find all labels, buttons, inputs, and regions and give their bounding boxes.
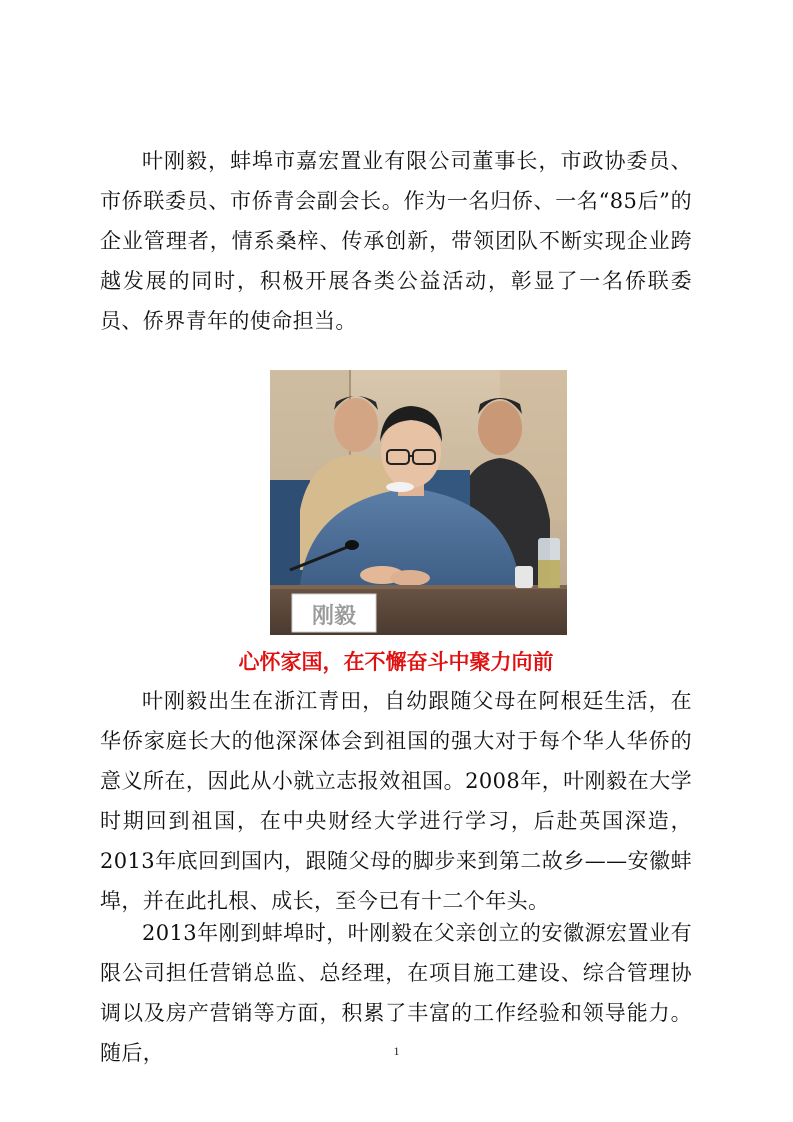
intro-paragraph: 叶刚毅，蚌埠市嘉宏置业有限公司董事长，市政协委员、市侨联委员、市侨青会副会长。作为一名归侨、一名“85后”的企业管理者，情系桑梓、传承创新，带领团队不断实现企业跨越发展的同时，积极开展各类公益活动，彰显了一名侨联委员、侨界青年的使命担当。 xyxy=(100,149,692,333)
background-paragraph: 叶刚毅出生在浙江青田，自幼跟随父母在阿根廷生活，在华侨家庭长大的他深深体会到祖国的强大对于每个华人华侨的意义所在，因此从小就立志报效祖国。2008年，叶刚毅在大学时期回到祖国，在中央财经大学进行学习，后赴英国深造，2013年底回到国内，跟随父母的脚步来到第二故乡——安徽蚌埠，并在此扎根、成长，至今已有十二个年头。 xyxy=(100,689,692,913)
page-number: 1 xyxy=(393,1044,400,1058)
career-paragraph: 2013年刚到蚌埠时，叶刚毅在父亲创立的安徽源宏置业有限公司担任营销总监、总经理，在项目施工建设、综合管理协调以及房产营销等方面，积累了丰富的工作经验和领导能力。随后， xyxy=(100,921,692,1065)
nameplate-text: 刚毅 xyxy=(311,604,357,629)
section-heading: 心怀家国，在不懈奋斗中聚力向前 xyxy=(238,650,554,674)
meeting-photo xyxy=(270,370,567,635)
